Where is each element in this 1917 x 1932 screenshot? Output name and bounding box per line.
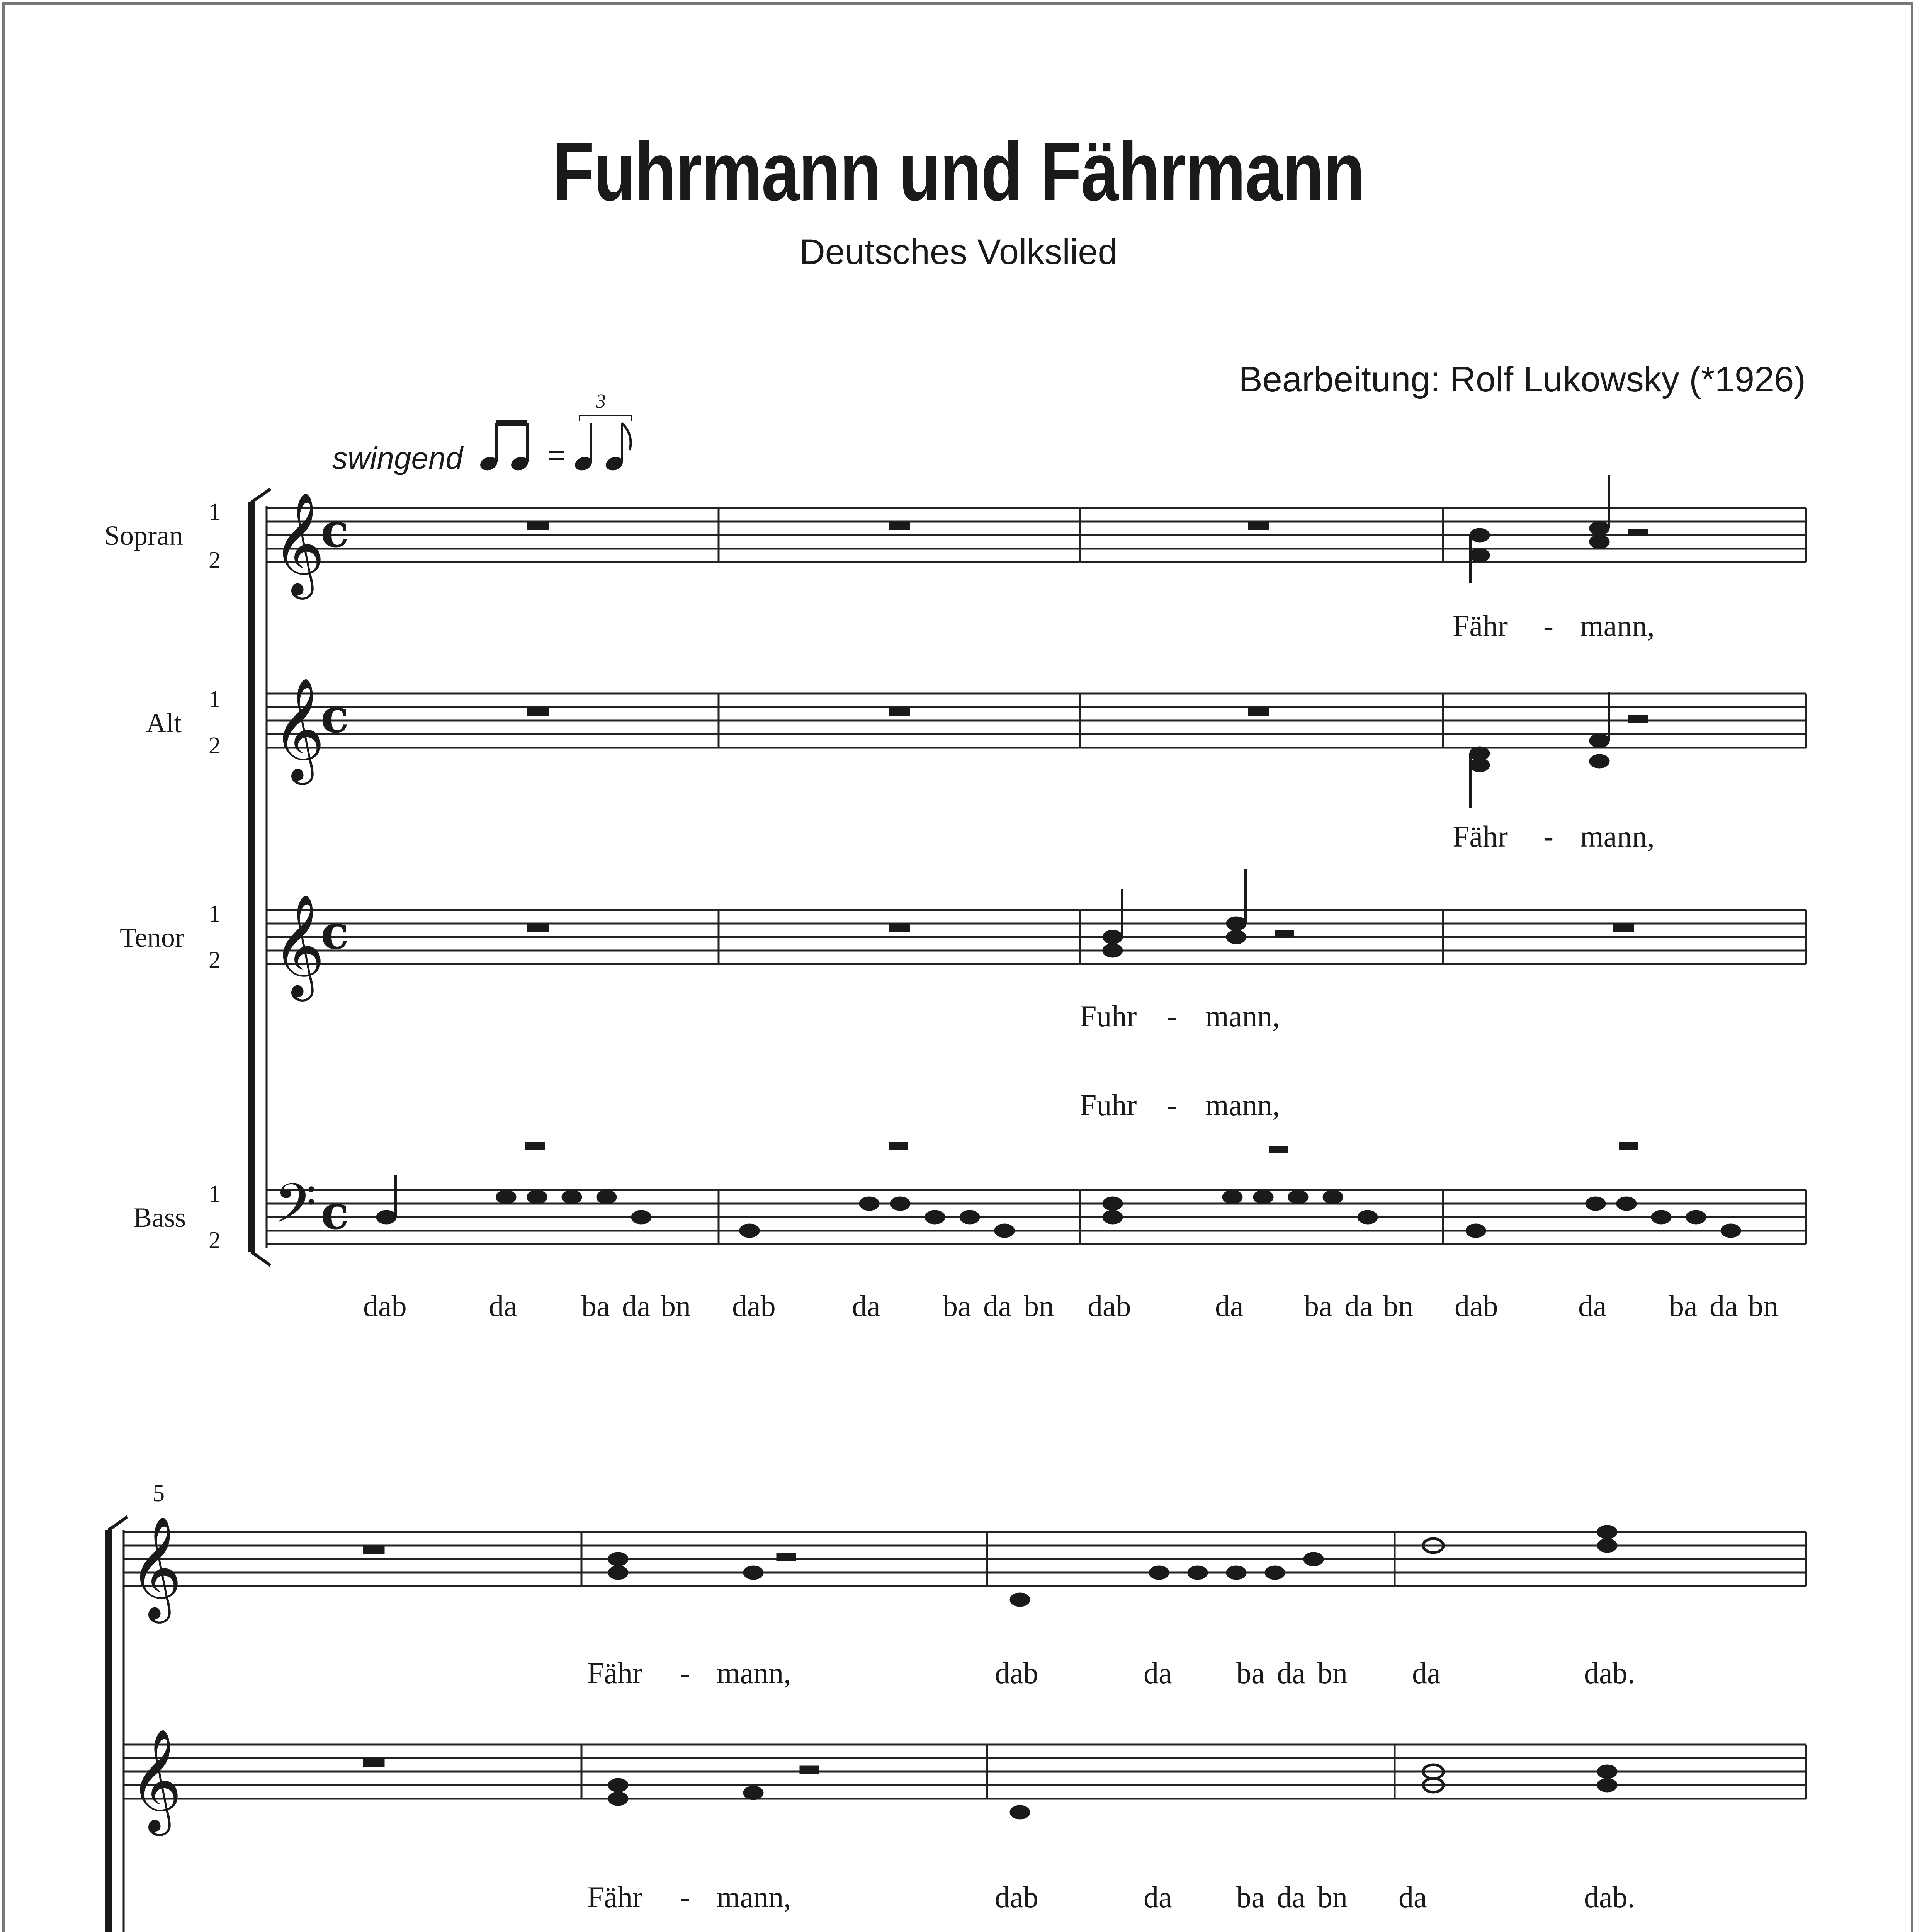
lyric-syllable: dab [995, 1656, 1038, 1690]
lyric-syllable: ba [1236, 1656, 1265, 1690]
lyric-syllable: - [1167, 999, 1177, 1033]
lyric-syllable: Fuhr [1080, 1088, 1137, 1122]
lyric-syllable: dab [1455, 1289, 1498, 1323]
treble-clef-icon: 𝄞 [129, 1516, 182, 1619]
voice-label-alt: Alt [146, 707, 182, 738]
lyric-syllable: da [622, 1289, 651, 1323]
sopran-staff [267, 508, 1806, 562]
voice-label-sopran: Sopran [104, 520, 183, 551]
lyric-syllable: Fuhr [1080, 999, 1137, 1033]
lyric-syllable: Fähr [587, 1656, 642, 1690]
staff-lines-system2 [124, 1532, 1806, 1932]
lyric-syllable: bn [1383, 1289, 1413, 1323]
treble-clef-icon: 𝄞 [272, 677, 325, 781]
lyric-syllable: da [1277, 1880, 1305, 1914]
lyric-syllable: da [1399, 1880, 1427, 1914]
lyric-syllable: dab [995, 1880, 1038, 1914]
voice-label-tenor: Tenor [120, 922, 184, 953]
voice-number: 2 [209, 947, 221, 973]
lyric-syllable: ba [943, 1289, 971, 1323]
lyric-syllable: dab [363, 1289, 407, 1323]
lyric-syllable: da [1144, 1656, 1172, 1690]
lyric-syllable: - [1167, 1088, 1177, 1122]
lyric-syllable: - [1543, 609, 1553, 643]
system-bracket [108, 489, 270, 1932]
lyric-syllable: da [1710, 1289, 1738, 1323]
tuplet-number: 3 [596, 390, 606, 412]
staff-lines-system1 [267, 508, 1806, 1244]
lyric-syllable: dab. [1584, 1880, 1635, 1914]
voice-number: 1 [209, 686, 221, 713]
tenor-staff [267, 910, 1806, 964]
treble-clef-icon: 𝄞 [272, 894, 325, 997]
page-subtitle: Deutsches Volkslied [799, 232, 1118, 272]
lyric-syllable: mann, [1580, 609, 1655, 643]
lyric-syllable: bn [1317, 1656, 1348, 1690]
common-time-icon: c [321, 905, 349, 960]
lyric-syllable: da [1144, 1880, 1172, 1914]
voice-label-bass: Bass [133, 1202, 186, 1233]
lyric-syllable: - [680, 1656, 690, 1690]
lyric-syllable: dab. [1584, 1656, 1635, 1690]
lyric-syllable: da [489, 1289, 517, 1323]
lyric-syllable: bn [1024, 1289, 1054, 1323]
lyric-syllable: da [983, 1289, 1012, 1323]
voice-number: 1 [209, 1181, 221, 1207]
lyric-syllable: mann, [1205, 999, 1280, 1033]
lyric-syllable: da [1344, 1289, 1373, 1323]
lyric-syllable: ba [1669, 1289, 1698, 1323]
lyric-syllable: mann, [1580, 820, 1655, 853]
lyric-syllable: ba [1304, 1289, 1332, 1323]
tempo-marking: swingend [332, 441, 463, 475]
voice-number: 2 [209, 733, 221, 759]
alt-staff [267, 694, 1806, 748]
lyric-syllable: dab [1088, 1289, 1131, 1323]
lyric-syllable: Fähr [1453, 820, 1508, 853]
lyric-syllable: mann, [1205, 1088, 1280, 1122]
bass-clef-icon: 𝄢 [274, 1172, 317, 1248]
voice-number: 2 [209, 1227, 221, 1253]
lyric-syllable: mann, [717, 1880, 791, 1914]
lyric-syllable: bn [661, 1289, 691, 1323]
lyric-syllable: da [1277, 1656, 1305, 1690]
common-time-icon: c [321, 503, 349, 558]
treble-clef-icon: 𝄞 [129, 1728, 182, 1832]
common-time-icon: c [321, 689, 349, 743]
tempo-note-figure [479, 415, 632, 473]
lyric-syllable: - [680, 1880, 690, 1914]
lyric-syllable: dab [732, 1289, 776, 1323]
voice-number: 1 [209, 499, 221, 525]
voice-number: 1 [209, 901, 221, 927]
lyric-syllable: da [1412, 1656, 1441, 1690]
arranger-credit: Bearbeitung: Rolf Lukowsky (*1926) [1239, 360, 1806, 399]
lyric-syllable: da [1215, 1289, 1244, 1323]
lyric-syllable: mann, [717, 1656, 791, 1690]
measure-number: 5 [153, 1480, 165, 1507]
treble-clef-icon: 𝄞 [272, 492, 325, 595]
lyric-syllable: Fähr [1453, 609, 1508, 643]
page-title: Fuhrmann und Fährmann [552, 125, 1365, 218]
lyric-syllable: da [852, 1289, 880, 1323]
lyric-syllable: - [1543, 820, 1553, 853]
voice-number: 2 [209, 547, 221, 573]
lyric-syllable: da [1578, 1289, 1607, 1323]
notes-system1 [376, 475, 1741, 1238]
lyric-syllable: bn [1748, 1289, 1778, 1323]
lyric-syllable: bn [1317, 1880, 1348, 1914]
lyric-syllable: Fähr [587, 1880, 642, 1914]
lyric-syllable: ba [581, 1289, 610, 1323]
lyric-syllable: ba [1236, 1880, 1265, 1914]
common-time-icon: c [321, 1185, 349, 1240]
